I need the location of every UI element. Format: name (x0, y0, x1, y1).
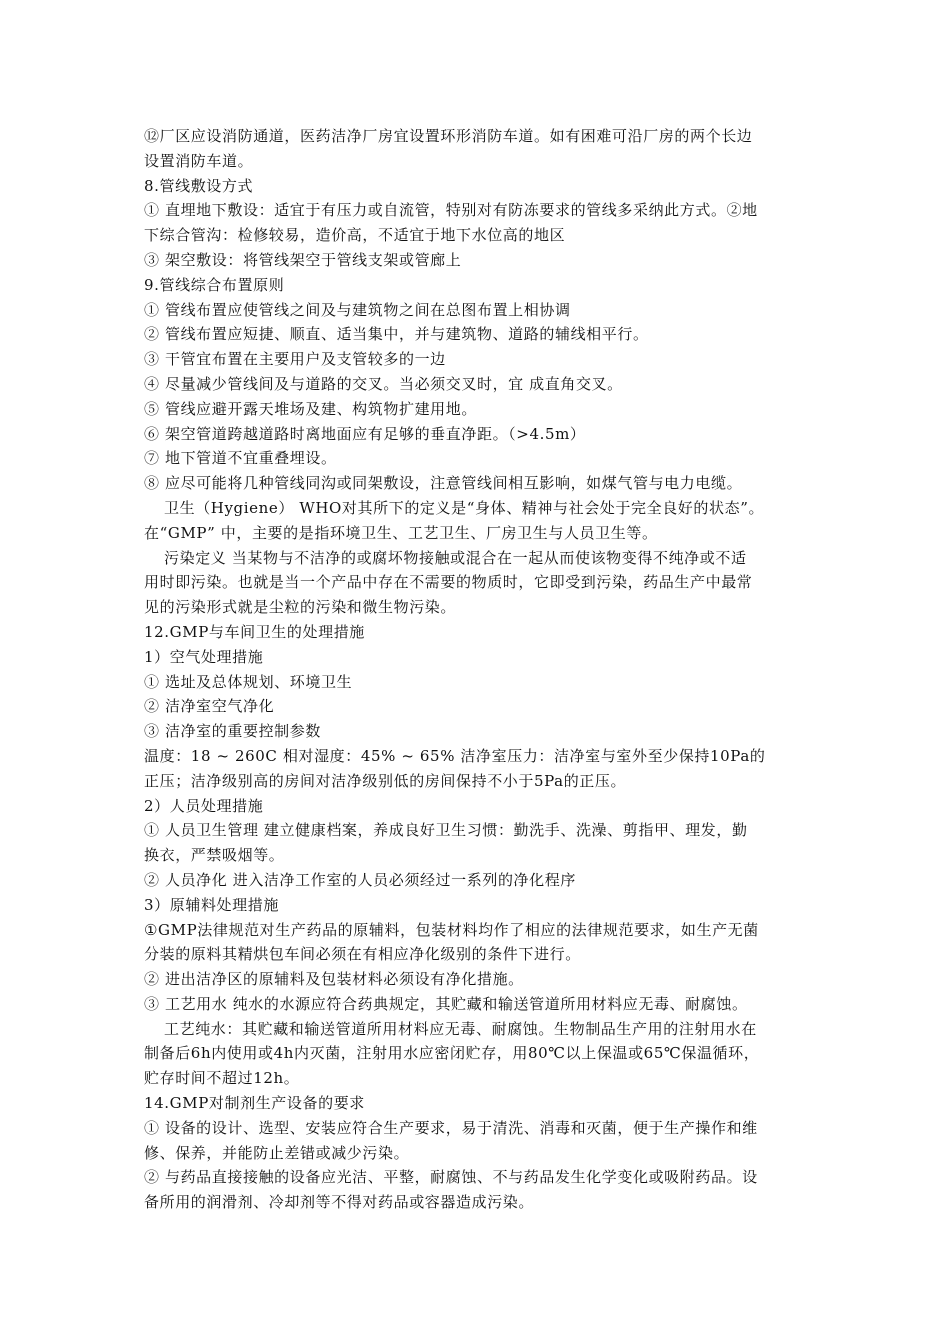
text-line: 正压；洁净级别高的房间对洁净级别低的房间保持不小于5Pa的正压。 (144, 771, 627, 790)
text-line: 温度：18 ~ 260C 相对湿度：45% ~ 65% 洁净室压力：洁净室与室外至少保持10Pa的 (144, 746, 766, 765)
subsection-heading: 2）人员处理措施 (144, 796, 264, 815)
text-line: 贮存时间不超过12h。 (144, 1069, 300, 1088)
document-body (144, 124, 809, 1215)
subsection-heading: 1）空气处理措施 (144, 647, 264, 666)
text-line: 卫生（Hygiene） WHO对其所下的定义是“身体、精神与社会处于完全良好的状态”。 (164, 498, 765, 517)
text-line: 修、保养，并能防止差错或减少污染。 (144, 1143, 410, 1162)
text-line: ⑦ 地下管道不宜重叠埋设。 (144, 449, 337, 468)
text-line: ② 与药品直接接触的设备应光洁、平整，耐腐蚀、不与药品发生化学变化或吸附药品。设 (144, 1168, 758, 1187)
text-line: 在“GMP” 中，主要的是指环境卫生、工艺卫生、厂房卫生与人员卫生等。 (144, 523, 658, 542)
section-heading: 9.管线综合布置原则 (144, 275, 285, 294)
text-line: ③ 干管宜布置在主要用户及支管较多的一边 (144, 350, 446, 369)
text-line: 制备后6h内使用或4h内灭菌，注射用水应密闭贮存，用80℃以上保温或65℃保温循环， (144, 1044, 760, 1063)
section-heading: 8.管线敷设方式 (144, 176, 254, 195)
text-line: ③ 架空敷设：将管线架空于管线支架或管廊上 (144, 250, 462, 269)
text-line: 见的污染形式就是尘粒的污染和微生物污染。 (144, 598, 457, 617)
text-line: ② 管线布置应短捷、顺直、适当集中，并与建筑物、道路的辅线相平行。 (144, 325, 649, 344)
text-line: 换衣，严禁吸烟等。 (144, 846, 285, 865)
text-line: ① 选址及总体规划、环境卫生 (144, 672, 353, 691)
text-line: 备所用的润滑剂、冷却剂等不得对药品或容器造成污染。 (144, 1193, 535, 1212)
text-line: ② 人员净化 进入洁净工作室的人员必须经过一系列的净化程序 (144, 870, 576, 889)
text-line: ② 进出洁净区的原辅料及包装材料必须设有净化措施。 (144, 970, 524, 989)
text-line: 工艺纯水：其贮藏和输送管道所用材料应无毒、耐腐蚀。生物制品生产用的注射用水在 (164, 1019, 757, 1038)
text-line: ⑤ 管线应避开露天堆场及建、构筑物扩建用地。 (144, 399, 477, 418)
text-line: ③ 工艺用水 纯水的水源应符合药典规定，其贮藏和输送管道所用材料应无毒、耐腐蚀。 (144, 994, 748, 1013)
text-line: ② 洁净室空气净化 (144, 697, 275, 716)
text-line: 用时即污染。也就是当一个产品中存在不需要的物质时，它即受到污染，药品生产中最常 (144, 573, 753, 592)
text-line: 分装的原料其精烘包车间必须在有相应净化级别的条件下进行。 (144, 945, 581, 964)
text-line: 污染定义 当某物与不洁净的或腐坏物接触或混合在一起从而使该物变得不纯净或不适 (164, 548, 747, 567)
text-line: ⑥ 架空管道跨越道路时离地面应有足够的垂直净距。（>4.5m） (144, 424, 586, 443)
text-line: ⑫厂区应设消防通道，医药洁净厂房宜设置环形消防车道。如有困难可沿厂房的两个长边 (144, 127, 753, 145)
text-line: ⑧ 应尽可能将几种管线同沟或同架敷设，注意管线间相互影响，如煤气管与电力电缆。 (144, 474, 743, 493)
text-line: 下综合管沟：检修较易，造价高，不适宜于地下水位高的地区 (144, 226, 566, 245)
text-line: ③ 洁净室的重要控制参数 (144, 722, 321, 741)
text-line: ① 设备的设计、选型、安装应符合生产要求，易于清洗、消毒和灭菌，便于生产操作和维 (144, 1118, 758, 1137)
text-line: ① 直埋地下敷设：适宜于有压力或自流管，特别对有防冻要求的管线多采纳此方式。②地 (144, 201, 758, 220)
text-line: ①GMP法律规范对生产药品的原辅料，包装材料均作了相应的法律规范要求，如生产无菌 (144, 920, 759, 939)
section-heading: 12.GMP与车间卫生的处理措施 (144, 622, 365, 641)
subsection-heading: 3）原辅料处理措施 (144, 895, 279, 914)
text-line: ④ 尽量减少管线间及与道路的交叉。当必须交叉时，宜 成直角交叉。 (144, 374, 623, 393)
text-line: 设置消防车道。 (144, 151, 254, 170)
text-line: ① 人员卫生管理 建立健康档案，养成良好卫生习惯：勤洗手、洗澡、剪指甲、理发，勤 (144, 821, 748, 840)
text-line: ① 管线布置应使管线之间及与建筑物之间在总图布置上相协调 (144, 300, 571, 319)
section-heading: 14.GMP对制剂生产设备的要求 (144, 1094, 365, 1113)
